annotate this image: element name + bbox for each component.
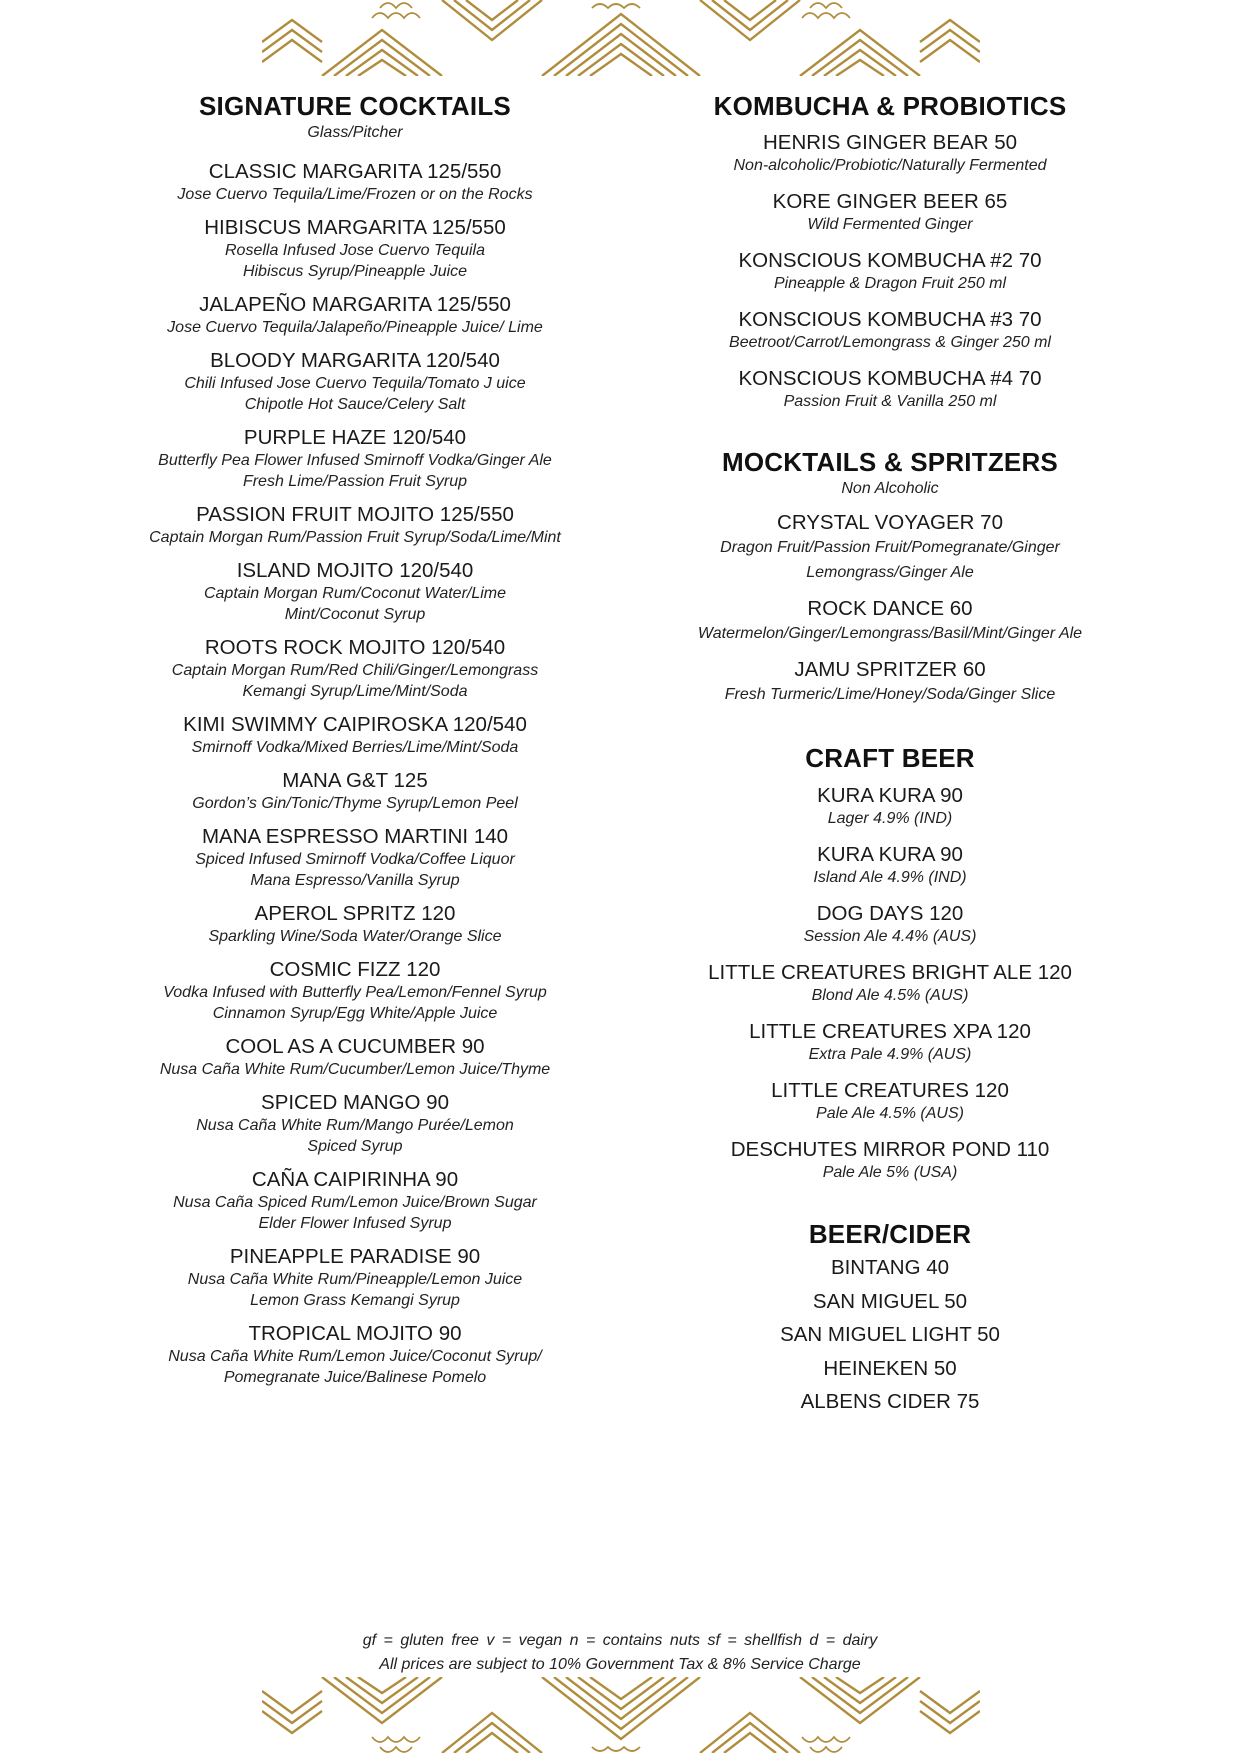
menu-item <box>640 248 1140 294</box>
menu-item <box>90 215 620 282</box>
item-description: Blond Ale 4.5% (AUS) <box>811 987 969 1004</box>
section-title: MOCKTAILS & SPRITZERS <box>722 447 1058 477</box>
item-name: COSMIC FIZZ 120 <box>269 958 441 981</box>
mocktail-list <box>640 510 1140 707</box>
menu-item <box>640 307 1140 353</box>
item-name: LITTLE CREATURES BRIGHT ALE 120 <box>708 961 1072 984</box>
item-name: DOG DAYS 120 <box>816 902 964 925</box>
item-description: Island Ale 4.9% (IND) <box>813 869 967 886</box>
item-description: Wild Fermented Ginger <box>807 216 973 233</box>
item-name: KORE GINGER BEER 65 <box>772 190 1008 213</box>
item-description: Nusa Caña White Rum/Mango Purée/Lemon <box>196 1117 514 1134</box>
item-description: Nusa Caña Spiced Rum/Lemon Juice/Brown Sugar <box>173 1194 537 1211</box>
item-description: Pineapple & Dragon Fruit 250 ml <box>773 275 1007 292</box>
menu-item <box>640 783 1140 829</box>
item-description: Jose Cuervo Tequila/Lime/Frozen or on the Rocks <box>177 186 533 203</box>
beer-cider-section <box>640 1217 1140 1419</box>
item-name: CLASSIC MARGARITA 125/550 <box>208 160 502 183</box>
item-name: HIBISCUS MARGARITA 125/550 <box>204 216 506 239</box>
section-title: SIGNATURE COCKTAILS <box>199 91 511 121</box>
item-name: PINEAPPLE PARADISE 90 <box>229 1245 481 1268</box>
menu-item <box>640 189 1140 235</box>
item-description: Nusa Caña White Rum/Cucumber/Lemon Juice/Thyme <box>159 1061 551 1078</box>
right-column <box>640 89 1140 1419</box>
menu-item <box>90 1167 620 1234</box>
item-description: Kemangi Syrup/Lime/Mint/Soda <box>242 683 468 700</box>
menu-item <box>640 1019 1140 1065</box>
cocktail-list <box>90 159 620 1388</box>
cider-item: ALBENS CIDER 75 <box>800 1390 980 1413</box>
item-description: Dragon Fruit/Passion Fruit/Pomegranate/Ginger <box>720 539 1060 556</box>
menu-item <box>90 635 620 702</box>
item-description: Smirnoff Vodka/Mixed Berries/Lime/Mint/Soda <box>191 739 519 756</box>
menu-item <box>640 510 1140 585</box>
menu-item <box>90 957 620 1024</box>
item-description: Chipotle Hot Sauce/Celery Salt <box>244 396 466 413</box>
item-description: Session Ale 4.4% (AUS) <box>803 928 977 945</box>
kombucha-list <box>640 130 1140 412</box>
item-name: KURA KURA 90 <box>817 843 963 866</box>
craft-beer-section <box>640 741 1140 1183</box>
item-description: Captain Morgan Rum/Passion Fruit Syrup/Soda/Lime/Mint <box>149 529 561 546</box>
item-description: Spiced Syrup <box>307 1138 403 1155</box>
item-description: Pale Ale 5% (USA) <box>822 1164 958 1181</box>
cider-item: HEINEKEN 50 <box>823 1356 957 1380</box>
cider-list <box>640 1251 1140 1419</box>
item-description: Pomegranate Juice/Balinese Pomelo <box>223 1369 487 1386</box>
item-name: KONSCIOUS KOMBUCHA #2 70 <box>738 249 1042 272</box>
tax-notice: All prices are subject to 10% Government Tax & 8% Service Charge <box>379 1656 861 1673</box>
item-description: Elder Flower Infused Syrup <box>258 1215 452 1232</box>
item-description: Jose Cuervo Tequila/Jalapeño/Pineapple Juice/ Lime <box>167 319 543 336</box>
menu-item <box>640 130 1140 176</box>
item-description: Lemongrass/Ginger Ale <box>806 564 974 581</box>
item-description: Gordon’s Gin/Tonic/Thyme Syrup/Lemon Peel <box>192 795 518 812</box>
bottom-decorative-banner <box>262 1677 980 1753</box>
signature-cocktails-section <box>90 89 620 1388</box>
item-description: Vodka Infused with Butterfly Pea/Lemon/Fennel Syrup <box>163 984 547 1001</box>
item-name: LITTLE CREATURES XPA 120 <box>749 1020 1031 1043</box>
menu-item <box>640 366 1140 412</box>
item-description: Watermelon/Ginger/Lemongrass/Basil/Mint/Ginger Ale <box>697 625 1083 642</box>
menu-item <box>640 1078 1140 1124</box>
mocktails-section <box>640 445 1140 707</box>
item-name: KONSCIOUS KOMBUCHA #4 70 <box>738 367 1042 390</box>
menu-item <box>90 348 620 415</box>
item-name: COOL AS A CUCUMBER 90 <box>225 1035 485 1058</box>
item-name: KURA KURA 90 <box>817 784 963 807</box>
menu-item <box>90 1321 620 1388</box>
item-name: JALAPEÑO MARGARITA 125/550 <box>199 293 511 316</box>
cider-item: SAN MIGUEL 50 <box>812 1289 968 1313</box>
item-description: Fresh Lime/Passion Fruit Syrup <box>242 473 468 490</box>
item-description: Captain Morgan Rum/Red Chili/Ginger/Lemongrass <box>171 662 539 679</box>
item-description: Non-alcoholic/Probiotic/Naturally Fermented <box>733 157 1047 174</box>
section-subtitle: Glass/Pitcher <box>307 124 403 141</box>
item-name: CAÑA CAIPIRINHA 90 <box>251 1168 459 1191</box>
item-description: Lemon Grass Kemangi Syrup <box>250 1292 460 1309</box>
item-name: MANA ESPRESSO MARTINI 140 <box>201 825 509 848</box>
menu-item <box>90 425 620 492</box>
item-name: SPICED MANGO 90 <box>261 1091 449 1114</box>
item-name: JAMU SPRITZER 60 <box>794 658 986 681</box>
item-name: TROPICAL MOJITO 90 <box>248 1322 462 1345</box>
section-title: CRAFT BEER <box>805 743 975 773</box>
item-name: PASSION FRUIT MOJITO 125/550 <box>196 503 514 526</box>
item-description: Fresh Turmeric/Lime/Honey/Soda/Ginger Slice <box>724 686 1056 703</box>
beer-list <box>640 783 1140 1183</box>
item-description: Chili Infused Jose Cuervo Tequila/Tomato J uice <box>184 375 526 392</box>
menu-item <box>640 657 1140 707</box>
menu-item <box>640 1137 1140 1183</box>
item-description: Nusa Caña White Rum/Lemon Juice/Coconut Syrup/ <box>168 1348 542 1365</box>
menu-item <box>640 842 1140 888</box>
item-name: DESCHUTES MIRROR POND 110 <box>730 1138 1050 1161</box>
item-description: Pale Ale 4.5% (AUS) <box>816 1105 964 1122</box>
item-name: ROCK DANCE 60 <box>807 597 973 620</box>
item-description: Beetroot/Carrot/Lemongrass & Ginger 250 ml <box>729 334 1051 351</box>
item-name: LITTLE CREATURES 120 <box>771 1079 1009 1102</box>
menu-item <box>90 292 620 338</box>
top-decorative-banner <box>262 0 980 76</box>
cider-item: BINTANG 40 <box>830 1256 950 1279</box>
section-subtitle: Non Alcoholic <box>841 480 939 497</box>
menu-item <box>90 824 620 891</box>
item-name: MANA G&T 125 <box>282 769 428 792</box>
item-name: ROOTS ROCK MOJITO 120/540 <box>204 636 506 659</box>
item-description: Passion Fruit & Vanilla 250 ml <box>783 393 997 410</box>
item-name: KIMI SWIMMY CAIPIROSKA 120/540 <box>183 713 527 736</box>
menu-item <box>90 901 620 947</box>
menu-item <box>90 768 620 814</box>
section-title: BEER/CIDER <box>808 1219 972 1249</box>
menu-item <box>640 960 1140 1006</box>
menu-item <box>640 596 1140 646</box>
cider-item: SAN MIGUEL LIGHT 50 <box>780 1323 1000 1346</box>
item-description: Captain Morgan Rum/Coconut Water/Lime <box>203 585 507 602</box>
menu-item <box>90 1244 620 1311</box>
menu-item <box>90 712 620 758</box>
menu-item <box>90 1034 620 1080</box>
menu-item <box>640 901 1140 947</box>
kombucha-section <box>640 89 1140 412</box>
dietary-legend: gf = gluten free v = vegan n = contains nuts sf = shellfish d = dairy <box>362 1632 878 1649</box>
item-description: Rosella Infused Jose Cuervo Tequila <box>224 242 485 259</box>
menu-item <box>90 502 620 548</box>
item-description: Mana Espresso/Vanilla Syrup <box>250 872 460 889</box>
item-name: HENRIS GINGER BEAR 50 <box>762 131 1018 154</box>
item-description: Sparkling Wine/Soda Water/Orange Slice <box>208 928 502 945</box>
menu-item <box>90 1090 620 1157</box>
item-name: APEROL SPRITZ 120 <box>254 902 456 925</box>
item-name: KONSCIOUS KOMBUCHA #3 70 <box>738 308 1042 331</box>
section-title: KOMBUCHA & PROBIOTICS <box>713 91 1067 121</box>
menu-item <box>90 558 620 625</box>
item-description: Spiced Infused Smirnoff Vodka/Coffee Liquor <box>195 851 515 868</box>
item-name: BLOODY MARGARITA 120/540 <box>210 349 500 372</box>
item-description: Extra Pale 4.9% (AUS) <box>808 1046 972 1063</box>
item-name: ISLAND MOJITO 120/540 <box>236 559 474 582</box>
item-name: CRYSTAL VOYAGER 70 <box>777 511 1003 534</box>
item-description: Hibiscus Syrup/Pineapple Juice <box>242 263 468 280</box>
item-description: Mint/Coconut Syrup <box>284 606 426 623</box>
menu-item <box>90 159 620 205</box>
item-description: Lager 4.9% (IND) <box>827 810 953 827</box>
item-name: PURPLE HAZE 120/540 <box>243 426 467 449</box>
item-description: Cinnamon Syrup/Egg White/Apple Juice <box>212 1005 498 1022</box>
item-description: Butterfly Pea Flower Infused Smirnoff Vodka/Ginger Ale <box>158 452 552 469</box>
item-description: Nusa Caña White Rum/Pineapple/Lemon Juice <box>187 1271 523 1288</box>
